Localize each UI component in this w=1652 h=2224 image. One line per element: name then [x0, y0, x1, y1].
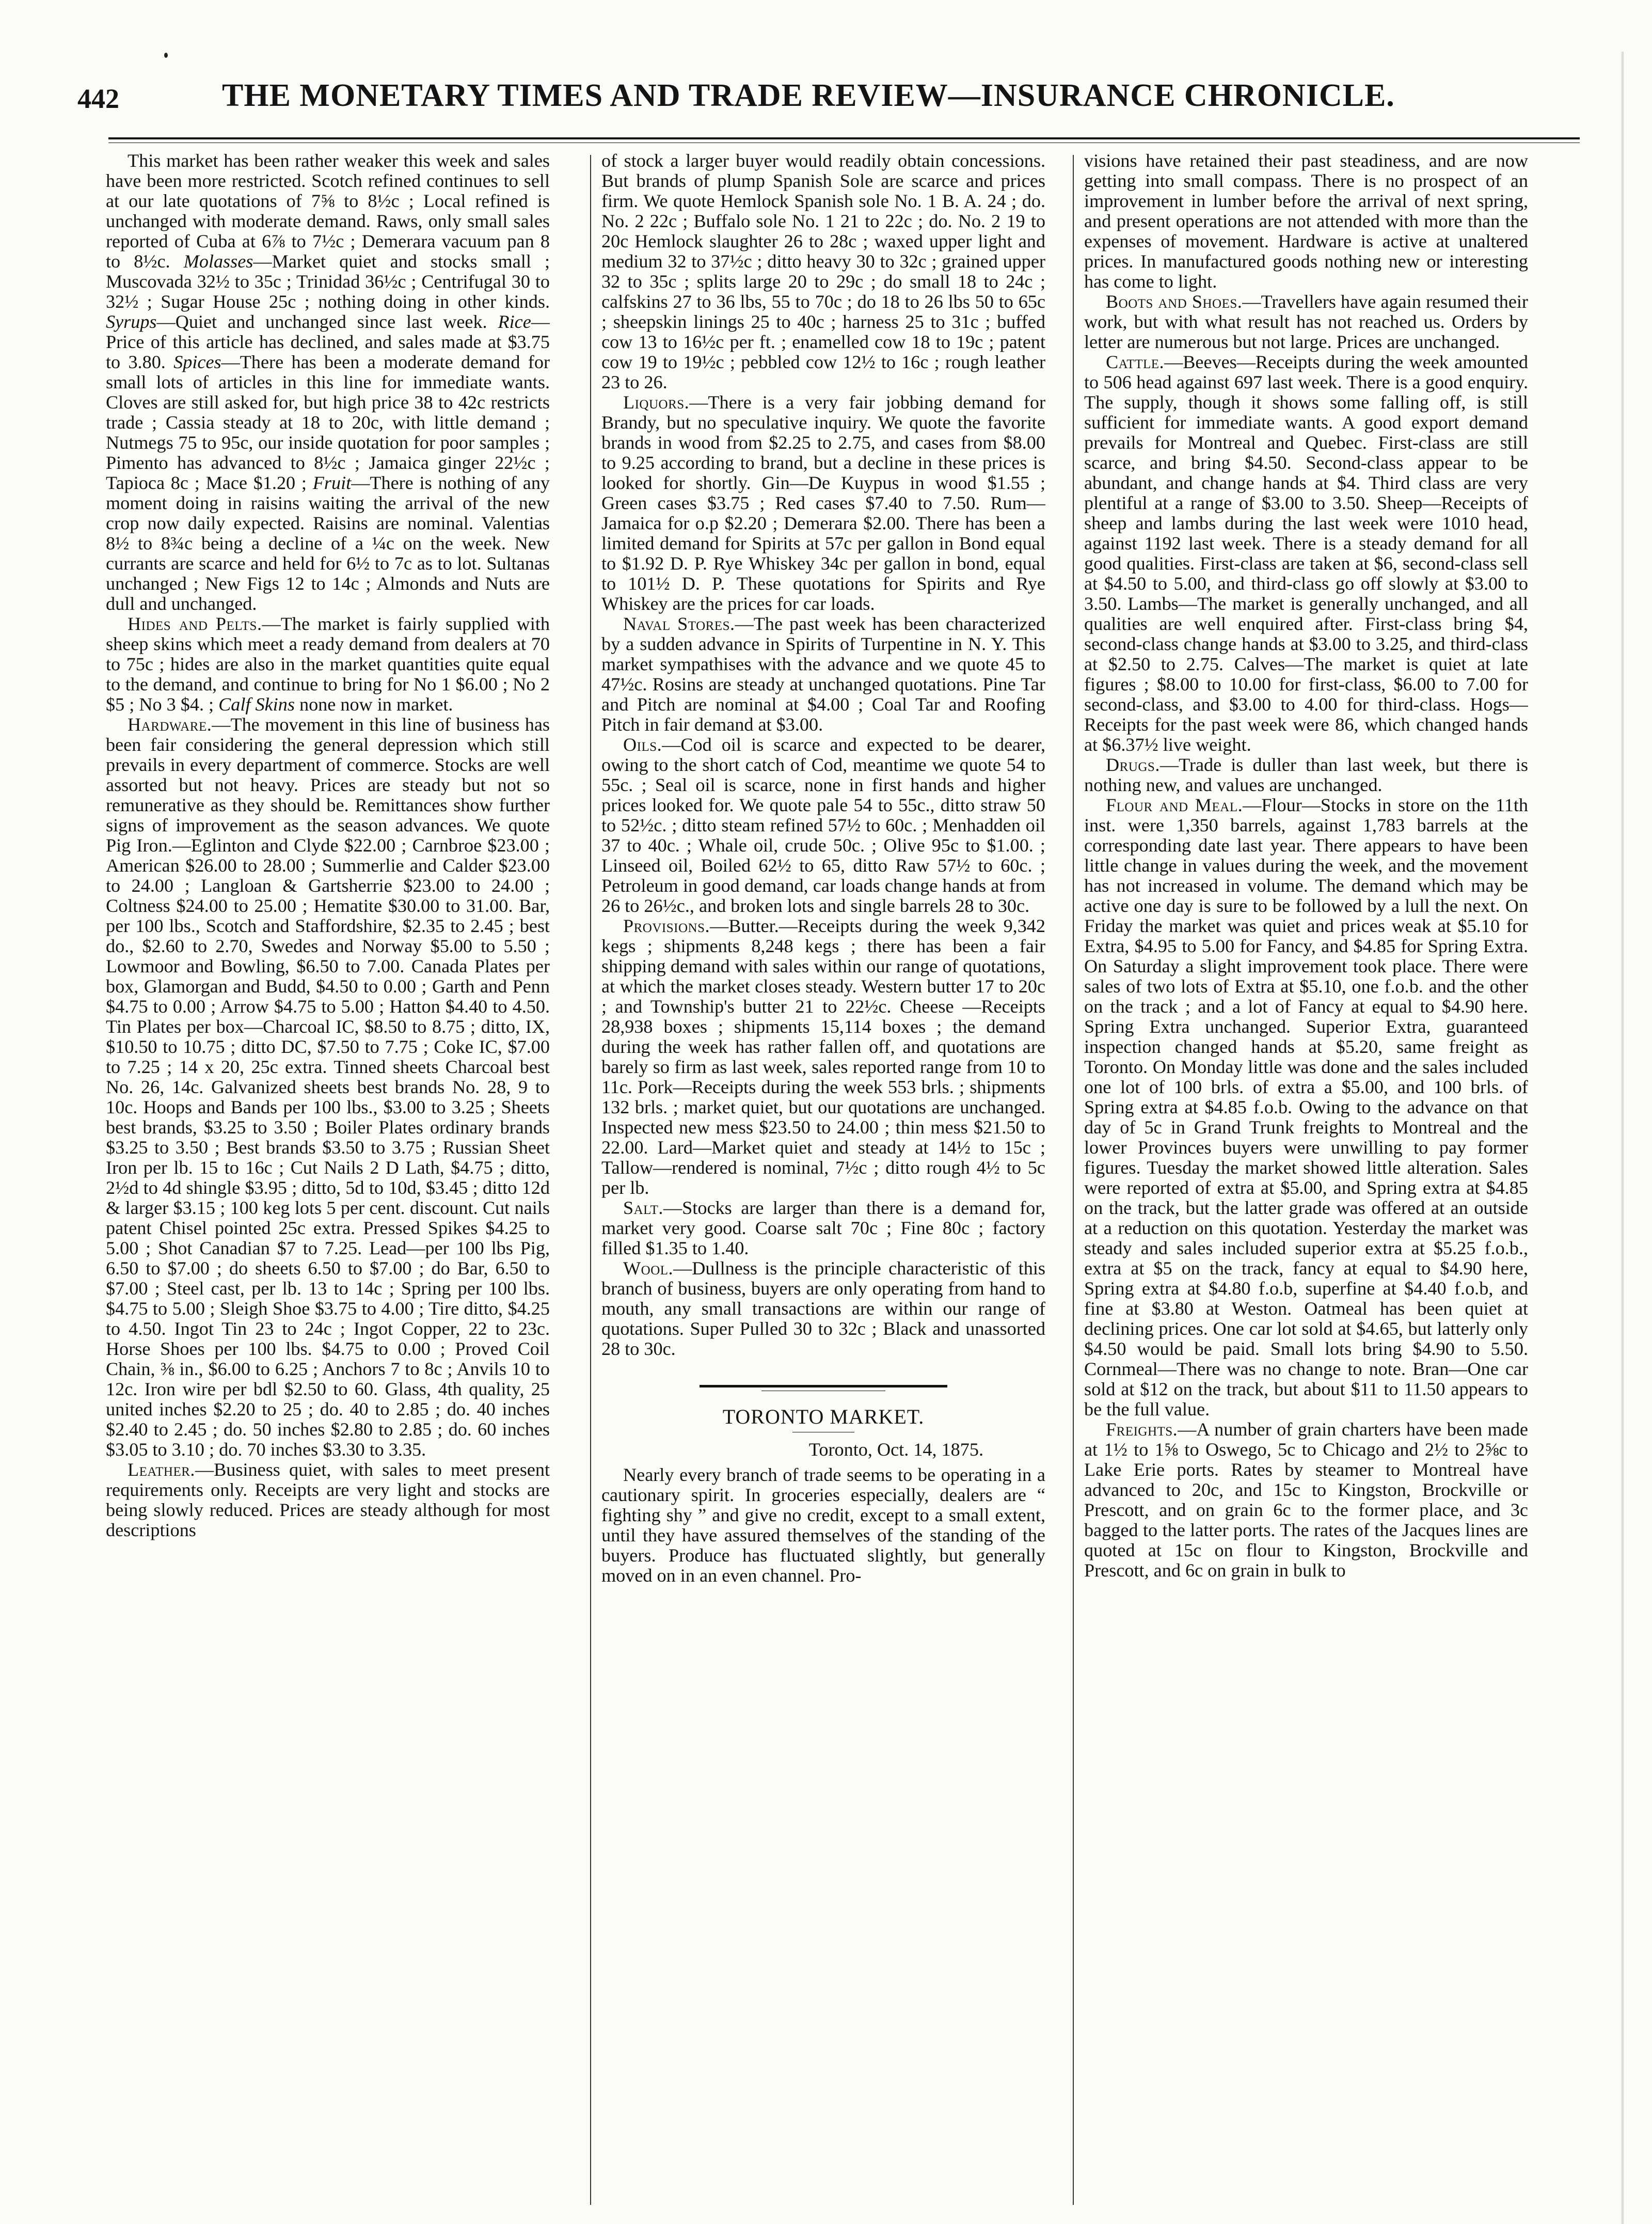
boots-shoes-paragraph: Boots and Shoes.—Travellers have again resumed their work, but with what result has not reached us. Orders by letter are numerous but not large. Prices are unchanged.	[1084, 291, 1528, 352]
salt-paragraph: Salt.—Stocks are larger than there is a demand for, market very good. Coarse salt 70c ; Fine 80c ; factory filled $1.35 to 1.40.	[601, 1197, 1045, 1258]
leather-continued-paragraph: of stock a larger buyer would readily obtain concessions. But brands of plump Spanish Sole are scarce and prices firm. We quote Hemlock Spanish sole No. 1 B. A. 24 ; do. No. 2 22c ; Buffalo sole No. 1 21 to 22c ; do. No. 2 19 to 20c Hemlock slaughter 26 to 28c ; waxed upper light and medium 32 to 37½c ; ditto heavy 30 to 32c ; grained upper 32 to 35c ; splits large 20 to 29c ; do small 18 to 24c ; calfskins 27 to 36 lbs, 55 to 70c ; do 18 to 26 lbs 50 to 65c ; sheepskin linings 25 to 40c ; harness 25 to 31c ; buffed cow 13 to 16½c per ft. ; enamelled cow 18 to 19c ; patent cow 19 to 19½c ; pebbled cow 12½ to 16c ; rough leather 23 to 26.	[601, 151, 1045, 392]
toronto-continued-paragraph: visions have retained their past steadiness, and are now getting into small compass. There is no prospect of an improvement in lumber before the arrival of next spring, and present operations are not attended with more than the expenses of movement. Hardware is active at unaltered prices. In manufactured goods nothing new or interesting has come to light.	[1084, 151, 1528, 292]
flour-meal-paragraph: Flour and Meal.—Flour—Stocks in store on the 11th inst. were 1,350 barrels, against 1,783 barrels at the corresponding date last year. There appears to have been little change in values during the week, and the movement has not increased in volume. The demand which may be active one day is sure to be followed by a lull the next. On Friday the market was quiet and prices weak at $5.10 for Extra, $4.95 to 5.00 for Fancy, and $4.85 for Spring Extra. On Saturday a slight improvement took place. There were sales of two lots of Extra at $5.10, one f.o.b. and the other on the track ; and a lot of Fancy at equal to $4.90 here. Spring Extra unchanged. Superior Extra, guaranteed inspection changed hands at $5.20, same freight as Toronto. On Monday little was done and the sales included one lot of 100 brls. of extra a $5.00, and 100 brls. of Spring extra at $4.85 f.o.b. Owing to the advance on that day of 5c in Grand Trunk freights to Montreal and the lower Provinces buyers were unwilling to pay former figures. Tuesday the market showed little alteration. Sales were reported of extra at $5.00, and Spring extra at $4.85 on the track, but the latter grade was offered at an outside at a reduction on this quotation. Yesterday the market was steady and sales included superior extra at $5.25 f.o.b., extra at $5 on the track, fancy at equal to $4.90 here, Spring extra at $4.80 f.o.b, superfine at $4.40 f.o.b, and fine at $3.80 at Weston. Oatmeal has been quiet at declining prices. One car lot sold at $4.65, but latterly only $4.50 would be paid. Small lots bring $4.90 to 5.50. Cornmeal—There was no change to note. Bran—One car sold at $12 on the track, but about $11 to 11.50 appears to be the full value.	[1084, 795, 1528, 1419]
section-heading: Boots and Shoes.	[1106, 291, 1243, 312]
leather-paragraph: Leather.—Business quiet, with sales to meet present requirements only. Receipts are very light and stocks are being slowly reduced. Prices are steady although for most descriptions	[106, 1459, 550, 1540]
section-divider-thick	[700, 1385, 947, 1387]
section-heading: Drugs.	[1106, 754, 1160, 775]
provisions-paragraph: Provisions.—Butter.—Receipts during the week 9,342 kegs ; shipments 8,248 kegs ; there has been a fair shipping demand with sales within our range of quotations, at which the market closes steady. Western butter 17 to 20c ; and Township's butter 21 to 22½c. Cheese —Receipts 28,938 boxes ; shipments 15,114 boxes ; the demand during the week has rather fallen off, and quotations are barely so firm as last week, sales reported range from 10 to 11c. Pork—Receipts during the week 553 brls. ; shipments 132 brls. ; market quiet, but our quotations are unchanged. Inspected new mess $23.50 to 24.00 ; thin mess $21.50 to 22.00. Lard—Market quiet and steady at 14½ to 15c ; Tallow—rendered is nominal, 7½c ; ditto rough 4½ to 5c per lb.	[601, 916, 1045, 1198]
section-heading: Hides and Pelts.	[128, 613, 262, 634]
oils-paragraph: Oils.—Cod oil is scarce and expected to be dearer, owing to the short catch of Cod, meantime we quote 54 to 55c. ; Seal oil is scarce, none in first hands and higher prices looked for. We quote pale 54 to 55c., ditto straw 50 to 52½c. ; ditto steam refined 57½ to 60c. ; Menhadden oil 37 to 40c. ; Whale oil, crude 50c. ; Olive 95c to $1.00. ; Linseed oil, Boiled 62½ to 65, ditto Raw 57½ to 60c. ; Petroleum in good demand, car loads change hands at from 26 to 26½c., and broken lots and single barrels 28 to 30c.	[601, 734, 1045, 916]
toronto-intro-paragraph: Nearly every branch of trade seems to be operating in a cautionary spirit. In groceries especially, dealers are “ fighting shy ” and give no credit, except to a small extent, until they have assured themselves of the standing of the buyers. Produce has fluctuated slightly, but generally moved on in an even channel. Pro-	[601, 1464, 1045, 1586]
section-heading: Leather.	[128, 1459, 195, 1480]
section-heading: Naval Stores.	[623, 613, 735, 634]
column-divider	[1073, 155, 1074, 2205]
section-heading: Salt.	[623, 1197, 663, 1218]
column-left	[106, 151, 550, 2209]
cattle-paragraph: Cattle.—Beeves—Receipts during the week amounted to 506 head against 697 last week. There is a good enquiry. The supply, though it shows some falling off, is still sufficient for immediate wants. A good export demand prevails for Montreal and Quebec. First-class are still scarce, and bring $4.50. Second-class appear to be abundant, and change hands at $4. Third class are very plentiful at a range of $3.00 to 3.50. Sheep—Receipts of sheep and lambs during the last week were 1010 head, against 1192 last week. There is a steady demand for all good qualities. First-class are taken at $6, second-class sell at $4.50 to 5.00, and third-class go off slowly at $3.00 to 3.50. Lambs—The market is generally unchanged, and all qualities are well enquired after. First-class bring $4, second-class change hands at $3.00 to 3.25, and third-class at $2.50 to 2.75. Calves—The market is quiet at late figures ; $8.00 to 10.00 for first-class, $6.00 to 7.00 for second-class, and $3.00 to 4.00 for third-class. Hogs—Receipts for the past week were 86, which changed hands at $6.37½ live weight.	[1084, 352, 1528, 755]
liquors-paragraph: Liquors.—There is a very fair jobbing demand for Brandy, but no speculative inquiry. We quote the favorite brands in wood from $2.25 to 2.75, and cases from $8.00 to 9.25 according to brand, but a decline in these prices is looked for shortly. Gin—De Kuypus in wood $1.55 ; Green cases $3.75 ; Red cases $7.40 to 7.50. Rum—Jamaica for o.p $2.20 ; Demerara $2.00. There has been a limited demand for Spirits at 57c per gallon in Bond equal to $1.92 D. P. Rye Whiskey 34c per gallon in bond, equal to 101½ D. P. These quotations for Spirits and Rye Whiskey are the prices for car loads.	[601, 392, 1045, 614]
hardware-paragraph: Hardware.—The movement in this line of business has been fair considering the general depression which still prevails in every department of commerce. Stocks are well assorted but not heavy. Prices are steady but not so remunerative as they should be. Remittances show further signs of improvement as the season advances. We quote Pig Iron.—Eglinton and Clyde $22.00 ; Carnbroe $23.00 ; American $26.00 to 28.00 ; Summerlie and Calder $23.00 to 24.00 ; Langloan & Gartsherrie $23.00 to 24.00 ; Coltness $24.00 to 25.00 ; Hematite $30.00 to 31.00. Bar, per 100 lbs., Scotch and Staffordshire, $2.35 to 2.45 ; best do., $2.60 to 2.70, Swedes and Norway $5.00 to 5.50 ; Lowmoor and Bowling, $6.50 to 7.00. Canada Plates per box, Glamorgan and Budd, $4.50 to 0.00 ; Garth and Penn $4.75 to 0.00 ; Arrow $4.75 to 5.00 ; Hatton $4.40 to 4.50. Tin Plates per box—Charcoal IC, $8.50 to 8.75 ; ditto, IX, $10.50 to 10.75 ; ditto DC, $7.50 to 7.75 ; Coke IC, $7.00 to 7.25 ; 14 x 20, 25c extra. Tinned sheets Charcoal best No. 26, 14c. Galvanized sheets best brands No. 28, 9 to 10c. Hoops and Bands per 100 lbs., $3.00 to 3.25 ; Sheets best brands, $3.25 to 3.50 ; Boiler Plates ordinary brands $3.25 to 3.50 ; Best brands $3.50 to 3.75 ; Russian Sheet Iron per lb. 15 to 16c ; Cut Nails 2 D Lath, $4.75 ; ditto, 2½d to 4d shingle $3.95 ; ditto, 5d to 10d, $3.45 ; ditto 12d & larger $3.15 ; 100 keg lots 5 per cent. discount. Cut nails patent Chisel pointed 25c extra. Pressed Spikes $4.25 to 5.00 ; Shot Canadian $7 to 7.25. Lead—per 100 lbs Pig, 6.50 to $7.00 ; do sheets 6.50 to $7.00 ; do Bar, 6.50 to $7.00 ; Steel cast, per lb. 13 to 14c ; Spring per 100 lbs. $4.75 to 5.00 ; Sleigh Shoe $3.75 to 4.00 ; Tire ditto, $4.25 to 4.50. Ingot Tin 23 to 24c ; Ingot Copper, 22 to 23c. Horse Shoes per 100 lbs. $4.75 to 0.00 ; Proved Coil Chain, ⅜ in., $6.00 to 6.25 ; Anchors 7 to 8c ; Anvils 10 to 12c. Iron wire per bdl $2.50 to 60. Glass, 4th quality, 25 united inches $2.20 to 25 ; do. 40 to 2.85 ; do. 40 inches $2.40 to 2.45 ; do. 50 inches $2.80 to 2.85 ; do. 60 inches $3.05 to 3.10 ; do. 70 inches $3.30 to 3.35.	[106, 714, 550, 1460]
section-heading: Provisions.	[623, 916, 710, 936]
drugs-paragraph: Drugs.—Trade is duller than last week, but there is nothing new, and values are unchanged.	[1084, 754, 1528, 795]
section-heading: Cattle.	[1106, 352, 1165, 372]
sugar-paragraph: This market has been rather weaker this week and sales have been more restricted. Scotch refined continues to sell at our late quotations of 7⅝ to 8½c ; Local refined is unchanged with moderate demand. Raws, only small sales reported of Cuba at 6⅞ to 7½c ; Demerara vacuum pan 8 to 8½c. Molasses—Market quiet and stocks small ; Muscovada 32½ to 35c ; Trinidad 36½c ; Centrifugal 30 to 32½ ; Sugar House 25c ; nothing doing in other kinds. Syrups—Quiet and unchanged since last week. Rice—Price of this article has declined, and sales made at $3.75 to 3.80. Spices—There has been a moderate demand for small lots of articles in this line for immediate wants. Cloves are still asked for, but high price 38 to 42c restricts trade ; Cassia steady at 18 to 20c, with little demand ; Nutmegs 75 to 95c, our inside quotation for poor samples ; Pimento has advanced to 8½c ; Jamaica ginger 22½c ; Tapioca 8c ; Mace $1.20 ; Fruit—There is nothing of any moment doing in raisins waiting the arrival of the new crop now daily expected. Raisins are nominal. Valentias 8½ to 8¾c being a decline of a ¼c on the week. New currants are scarce and held for 6½ to 7c as to lot. Sultanas unchanged ; New Figs 12 to 14c ; Almonds and Nuts are dull and unchanged.	[106, 151, 550, 614]
freights-paragraph: Freights.—A number of grain charters have been made at 1½ to 1⅝ to Oswego, 5c to Chicago and 2½ to 2⅝c to Lake Erie ports. Rates by steamer to Montreal have advanced to 20c, and 15c to Kingston, Brockville or Prescott, and on grain 6c to the former place, and 3c bagged to the latter ports. The rates of the Jacques lines are quoted at 15c on flour to Kingston, Brockville and Prescott, and 6c on grain in bulk to	[1084, 1419, 1528, 1581]
dateline: Toronto, Oct. 14, 1875.	[808, 1439, 983, 1460]
column-middle	[601, 151, 1045, 2209]
column-divider	[590, 155, 591, 2205]
hides-paragraph: Hides and Pelts.—The market is fairly supplied with sheep skins which meet a ready demand from dealers at 70 to 75c ; hides are also in the market quantities quite equal to the demand, and continue to bring for No 1 $6.00 ; No 2 $5 ; No 3 $4. ; Calf Skins none now in market.	[106, 613, 550, 715]
section-heading: Wool.	[623, 1258, 674, 1279]
section-heading: Freights.	[1106, 1419, 1178, 1440]
page-edge-shadow	[1621, 52, 1624, 2224]
header-rule-thick	[108, 137, 1580, 139]
column-right	[1084, 151, 1528, 2209]
wool-paragraph: Wool.—Dullness is the principle characteristic of this branch of business, buyers are only operating from hand to mouth, any small transactions are within our range of quotations. Super Pulled 30 to 32c ; Black and unassorted 28 to 30c.	[601, 1258, 1045, 1359]
section-heading: Oils.	[623, 734, 662, 755]
section-heading: Flour and Meal.	[1106, 795, 1243, 815]
naval-stores-paragraph: Naval Stores.—The past week has been characterized by a sudden advance in Spirits of Turpentine in N. Y. This market sympathises with the advance and we quote 45 to 47½c. Rosins are steady at unchanged quotations. Pine Tar and Pitch are nominal at $4.00 ; Coal Tar and Roofing Pitch in fair demand at $3.00.	[601, 613, 1045, 735]
toronto-market-title: TORONTO MARKET.	[722, 1405, 925, 1428]
section-heading: Liquors.	[623, 392, 690, 413]
ink-speck	[164, 53, 168, 58]
page-number: 442	[77, 83, 119, 114]
section-heading: Hardware.	[128, 714, 212, 735]
page-header	[77, 77, 1564, 139]
masthead-title: THE MONETARY TIMES AND TRADE REVIEW—INSURANCE CHRONICLE.	[222, 78, 1395, 113]
